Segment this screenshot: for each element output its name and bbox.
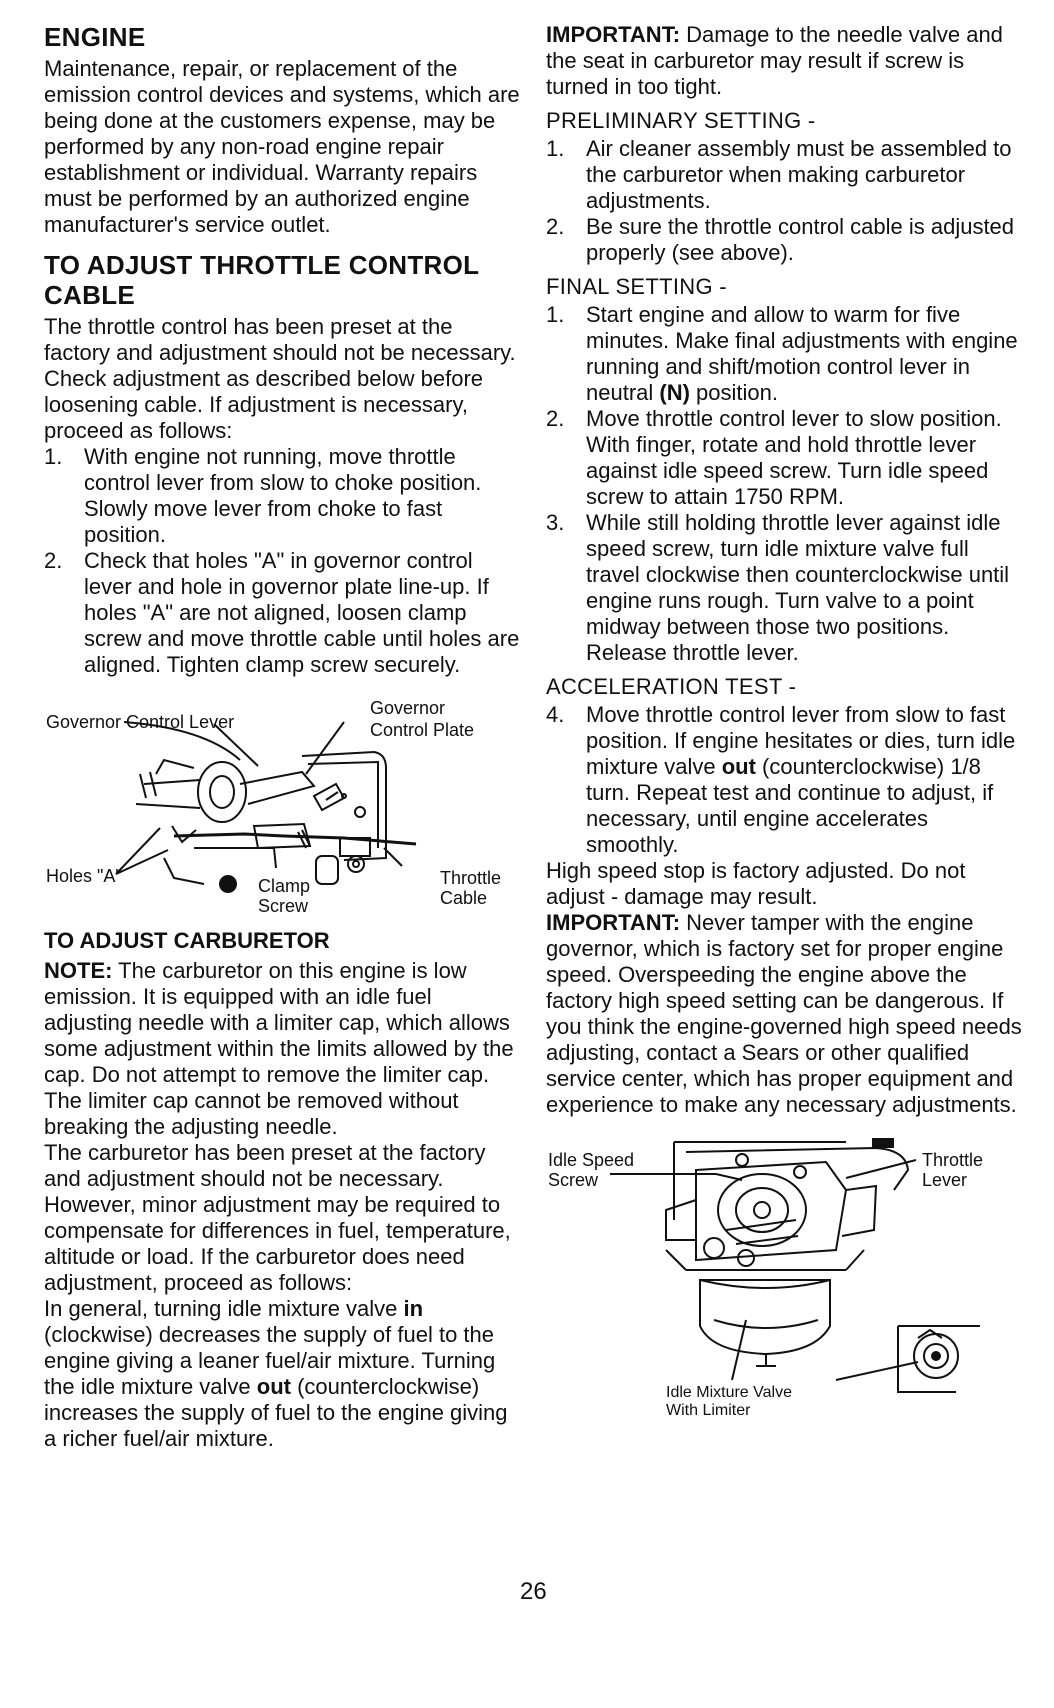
label-clamp-screw-2: Screw: [258, 896, 309, 916]
label-idle-speed-screw-2: Screw: [548, 1170, 599, 1190]
preliminary-step-1: [546, 136, 1026, 214]
preliminary-steps: [546, 136, 1026, 266]
preliminary-heading: PRELIMINARY SETTING -: [546, 108, 816, 133]
label-throttle-lever-2: Lever: [922, 1170, 968, 1190]
label-holes-a: Holes "A": [46, 866, 122, 886]
para3-a: In general, turning idle mixture valve: [44, 1296, 404, 1321]
label-clamp-screw: Clamp: [258, 876, 311, 896]
important-label: IMPORTANT:: [546, 910, 681, 935]
label-throttle-cable: Throttle: [440, 868, 502, 888]
label-throttle-lever: Throttle: [922, 1150, 984, 1170]
step-number: 2.: [546, 406, 565, 431]
carburetor-para-3: [44, 1296, 524, 1452]
carburetor-para-2: The carburetor has been preset at the factory and adjustment should not be necessary. However, minor adjustment may be required to compensate for differences in fuel, temperature, altitude or load. If the carburetor does need adjustment, proceed as follows:: [44, 1140, 511, 1295]
out-label: out: [721, 754, 756, 779]
step-text: Move throttle control lever to slow position. With finger, rotate and hold throttle lever against idle speed screw. Turn idle speed screw to attain 1750 RPM.: [586, 406, 1002, 509]
acceleration-heading: ACCELERATION TEST -: [546, 674, 797, 699]
neutral-label: (N): [659, 380, 690, 405]
important-label: IMPORTANT:: [546, 22, 681, 47]
important-needle: [546, 22, 1026, 100]
engine-body: Maintenance, repair, or replacement of the emission control devices and systems, which are being done at the customers expense, may be performed by any non-road engine repair establishment or individual. Warranty repairs must be performed by an authorized engine manufacturer's service outlet.: [44, 56, 520, 237]
step-text: Check that holes "A" in governor control lever and hole in governor plate line-up. If holes "A" are not aligned, loosen clamp screw and move throttle cable until holes are aligned. Tighten clamp screw securely.: [84, 548, 520, 677]
final-step-3: [546, 510, 1026, 666]
para3-b: (clockwise) decreases the supply of fuel to the engine giving a leaner fuel/air mixture. Turning the idle mixture valve: [44, 1322, 496, 1399]
step-number: 2.: [44, 548, 63, 573]
right-column: [546, 22, 1026, 1428]
label-throttle-cable-2: Cable: [440, 888, 488, 908]
step-text: Air cleaner assembly must be assembled to the carburetor when making carburetor adjustments.: [586, 136, 1012, 213]
note-text: The carburetor on this engine is low emission. It is equipped with an idle fuel adjusting needle with a limiter cap, which allows some adjustment within the limits allowed by the cap. Do not attempt to remove the limiter cap. The limiter cap cannot be removed without breaking the adjusting needle.: [44, 958, 514, 1139]
final-step-2: [546, 406, 1026, 510]
para3-out: out: [256, 1374, 291, 1399]
label-idle-mixture-valve-2: With Limiter: [666, 1402, 751, 1419]
step-text-a: Move throttle control lever from slow to fast position. If engine hesitates or dies, turn idle mixture valve: [586, 702, 1016, 779]
throttle-cable-figure: [44, 688, 524, 918]
important-text: Never tamper with the engine governor, which is factory set for proper engine speed. Overspeeding the engine above the factory high speed setting can be dangerous. If you think the engine-governed high speed needs adjusting, contact a Sears or other qualified service center, which has proper equipment and experience to make any necessary adjustments.: [546, 910, 1022, 1117]
para3-c: (counterclockwise) increases the supply of fuel to the engine giving a richer fuel/air mixture.: [44, 1374, 508, 1451]
carburetor-note: [44, 958, 524, 1140]
step-number: 1.: [546, 136, 565, 161]
carburetor-figure: [546, 1130, 1026, 1420]
engine-heading: ENGINE: [44, 22, 146, 52]
important-text: Damage to the needle valve and the seat in carburetor may result if screw is turned in too tight.: [546, 22, 1003, 99]
left-column: [44, 22, 524, 1452]
preliminary-step-2: [546, 214, 1026, 266]
final-heading: FINAL SETTING -: [546, 274, 727, 299]
acceleration-steps: [546, 702, 1026, 858]
important-governor: [546, 910, 1026, 1118]
high-speed-note: High speed stop is factory adjusted. Do not adjust - damage may result.: [546, 858, 966, 909]
para3-in: in: [403, 1296, 424, 1321]
step-text-b: position.: [689, 380, 778, 405]
step-number: 1.: [44, 444, 63, 469]
label-idle-mixture-valve: Idle Mixture Valve: [666, 1384, 792, 1401]
acceleration-step-4: [546, 702, 1026, 858]
step-text: Be sure the throttle control cable is adjusted properly (see above).: [586, 214, 1015, 265]
step-text: With engine not running, move throttle control lever from slow to choke position. Slowly move lever from choke to fast position.: [84, 444, 482, 547]
label-governor-control-lever: Governor Control Lever: [46, 712, 235, 732]
label-idle-speed-screw: Idle Speed: [548, 1150, 635, 1170]
final-steps: [546, 302, 1026, 666]
throttle-steps: [44, 444, 524, 678]
label-governor-control-plate: Governor: [370, 698, 446, 718]
step-number: 1.: [546, 302, 565, 327]
step-number: 4.: [546, 702, 565, 727]
throttle-step-1: [44, 444, 524, 548]
step-number: 2.: [546, 214, 565, 239]
step-text: While still holding throttle lever against idle speed screw, turn idle mixture valve full travel clockwise then counterclockwise until engine runs rough. Turn valve to a point midway between those two positions. Release throttle lever.: [586, 510, 1010, 665]
final-step-1: [546, 302, 1026, 406]
step-number: 3.: [546, 510, 565, 535]
label-governor-control-plate-2: Control Plate: [370, 720, 475, 740]
throttle-heading: TO ADJUST THROTTLE CONTROL CABLE: [44, 250, 479, 310]
page-number: 26: [520, 1578, 547, 1605]
note-label: NOTE:: [44, 958, 113, 983]
carburetor-heading: TO ADJUST CARBURETOR: [44, 928, 330, 953]
throttle-step-2: [44, 548, 524, 678]
throttle-intro: The throttle control has been preset at the factory and adjustment should not be necessary. Check adjustment as described below before loosening cable. If adjustment is necessary, proceed as follows:: [44, 314, 516, 443]
step-text-b: (counterclockwise) 1/8 turn. Repeat test and continue to adjust, if necessary, until engine accelerates smoothly.: [586, 754, 994, 857]
step-text-a: Start engine and allow to warm for five minutes. Make final adjustments with engine running and shift/motion control lever in neutral: [586, 302, 1018, 405]
